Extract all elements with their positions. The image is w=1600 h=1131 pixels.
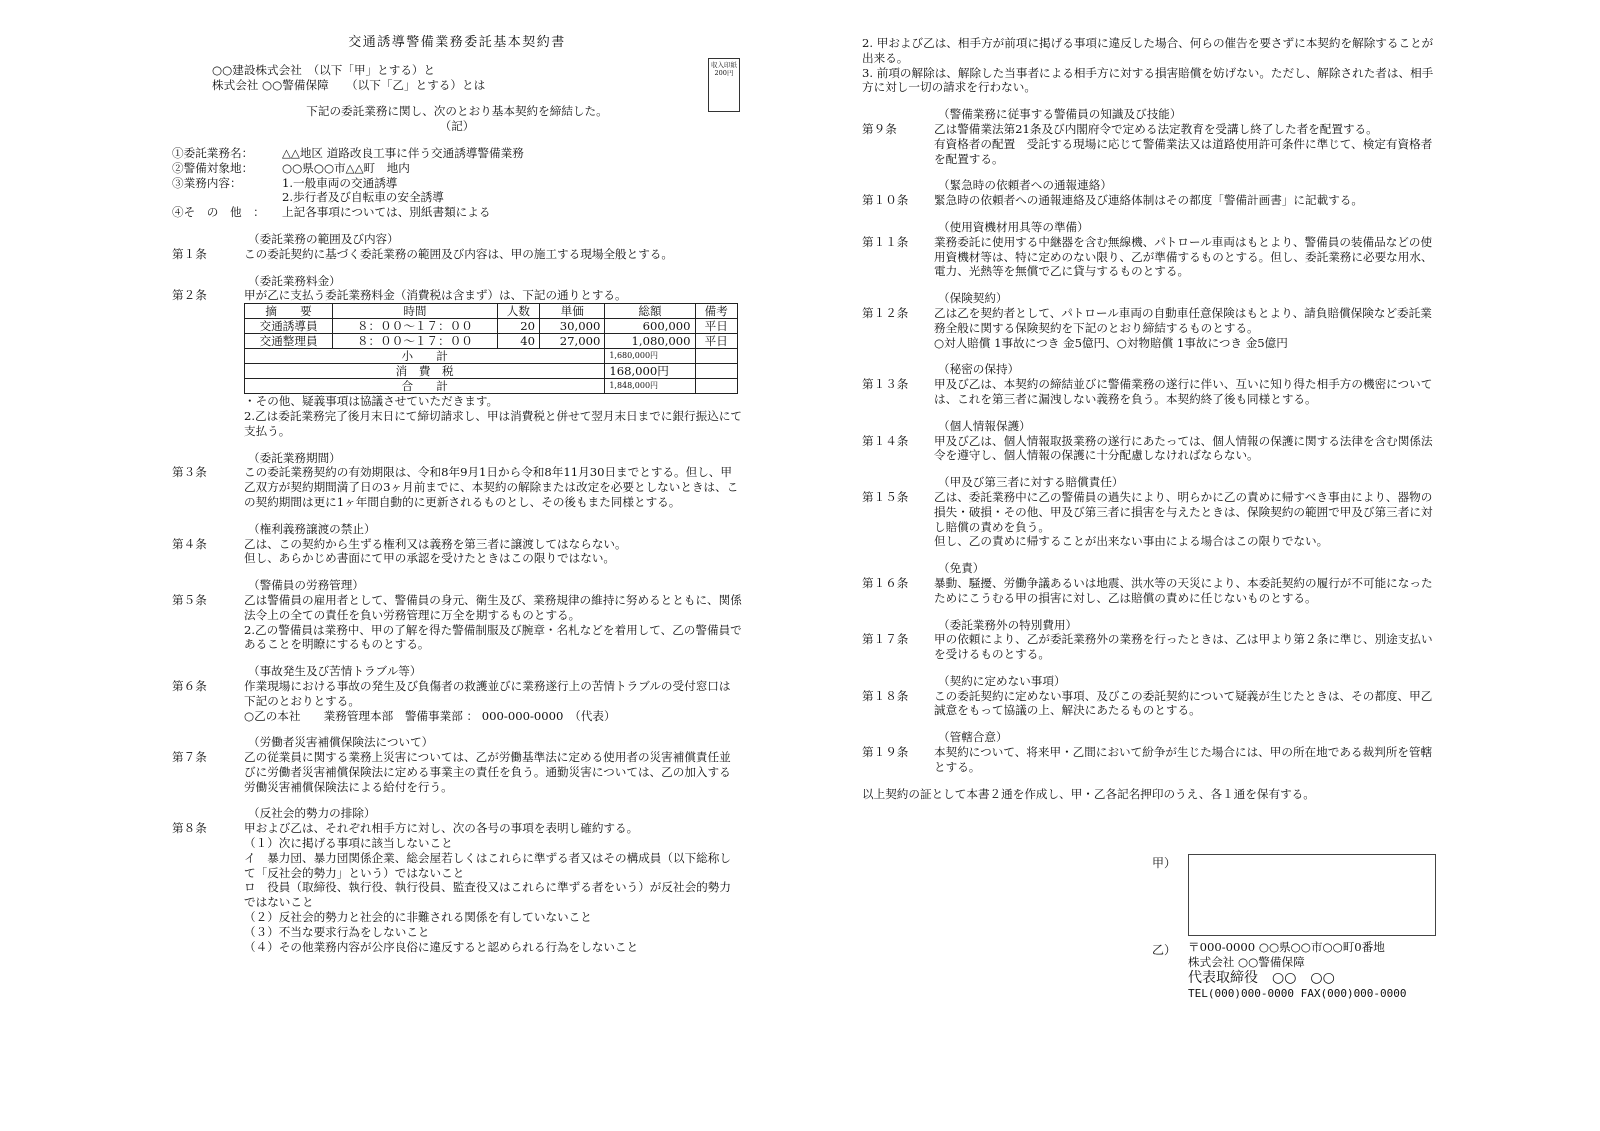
total-row xyxy=(245,379,738,394)
article-number: 第４条 xyxy=(172,536,207,551)
list-item xyxy=(172,205,742,220)
article-number: 第１２条 xyxy=(862,305,909,320)
article-text: この委託業務契約の有効期限は、令和8年9月1日から令和8年11月30日までとする。但し、甲乙双方が契約期間満了日の3ヶ月前までに、本契約の解除または改定を必要としないときは、この契約期間は更に1ヶ年間自動的に更新されるものとし、その後もまた同様とする。 xyxy=(244,465,739,509)
article-number: 第１６条 xyxy=(862,575,909,590)
subtotal-label: 小 計 xyxy=(245,349,605,364)
article-text: イ 暴力団、暴力団関係企業、総会屋若しくはこれらに準ずる者又はその構成員（以下総称して「反社会的勢力」という）ではないこと xyxy=(244,850,731,880)
article-number: 第３条 xyxy=(172,465,207,480)
article-10 xyxy=(862,193,1438,208)
item-label: ②警備対象地： xyxy=(172,160,254,175)
table-cell: 平日 xyxy=(695,334,737,349)
article-text: 乙の従業員に関する業務上災害については、乙が労働基準法に定める使用者の災害補償責任並びに労働者災害補償保険法に定める事業主の責任を負う。通勤災害については、乙の加入する労働災害補償保険法による給付を行う。 xyxy=(244,750,731,794)
article-text: 本契約について、将来甲・乙間において紛争が生じた場合には、甲の所在地である裁判所を管轄とする。 xyxy=(934,745,1433,774)
article-heading: （労働者災害補償保険法について） xyxy=(248,735,434,750)
article-heading: （警備業務に従事する警備員の知識及び技能） xyxy=(938,107,1182,122)
article-text: この委託契約に定めない事項、及びこの委託契約について疑義が生じたときは、その都度、甲乙誠意をもって協議の上、解決にあたるものとする。 xyxy=(934,688,1433,718)
article-heading: （委託業務外の特別費用） xyxy=(938,617,1078,632)
article-9 xyxy=(862,122,1438,166)
article-text: 乙は、委託業務中に乙の警備員の過失により、明らかに乙の責めに帰すべき事由により、器物の損失・破損・その他、甲及び第三者に損害を与えたときは、保険契約の範囲で甲及び第三者に対し賠償の責めを負う。 xyxy=(934,489,1433,534)
article-heading: （秘密の保持） xyxy=(938,362,1020,377)
column-header: 人数 xyxy=(497,304,539,319)
article-number: 第５条 xyxy=(172,592,207,607)
table-header-row xyxy=(245,304,738,319)
article-text: 甲が乙に支払う委託業務料金（消費税は含まず）は、下記の通りとする。 xyxy=(244,288,627,303)
column-header: 摘 要 xyxy=(245,304,333,319)
list-item xyxy=(172,146,742,161)
otsu-address: 〒000-0000 ○○県○○市○○町0番地 xyxy=(1188,940,1385,954)
article-heading: （権利義務譲渡の禁止） xyxy=(248,521,376,536)
item-label: ③業務内容： xyxy=(172,175,242,190)
article-number: 第１４条 xyxy=(862,433,909,448)
article-text: 甲の依頼により、乙が委託業務外の業務を行ったときは、乙は甲より第２条に準じ、別途支払いを受けるものとする。 xyxy=(934,632,1433,662)
article-number: 第８条 xyxy=(172,821,207,836)
article-text: 業務委託に使用する中継器を含む無線機、パトロール車両はもとより、警備員の装備品などの使用資機材等は、特に定めのない限り、乙が準備するものとする。但し、委託業務に必要な用水、電力、光熱等を無償で乙に貸与するものとする。 xyxy=(934,234,1433,279)
article-text: 作業現場における事故の発生及び負傷者の救護並びに業務遂行上の苦情トラブルの受付窓口は下記のとおりとする。 xyxy=(244,678,731,708)
article-number: 第１１条 xyxy=(862,234,909,249)
item-value: △△地区 道路改良工事に伴う交通誘導警備業務 xyxy=(282,145,524,160)
tax-row xyxy=(245,364,738,379)
article-heading: （契約に定めない事項） xyxy=(938,673,1066,688)
article-text: ロ 役員（取締役、執行役、執行役員、監査役又はこれらに準ずる者をいう）が反社会的勢力ではないこと xyxy=(244,880,731,910)
article-heading: （警備員の労務管理） xyxy=(248,578,364,593)
article-heading: （免責） xyxy=(938,561,985,576)
article-heading: （使用資機材用具等の準備） xyxy=(938,219,1089,234)
article-text: ○対人賠償 1事故につき 金5億円、○対物賠償 1事故につき 金5億円 xyxy=(934,335,1288,350)
article-4 xyxy=(172,537,742,567)
item-value: 1.一般車両の交通誘導 xyxy=(282,175,398,190)
article-15 xyxy=(862,490,1438,549)
article-number: 第１７条 xyxy=(862,632,909,647)
article-text: 但し、乙の責めに帰することが出来ない事由による場合はこの限りでない。 xyxy=(934,534,1329,549)
article-text: 甲及び乙は、個人情報取扱業務の遂行にあたっては、個人情報の保護に関する法律を含む関係法令を遵守し、個人情報の保護に十分配慮しなければならない。 xyxy=(934,433,1433,463)
article-number: 第６条 xyxy=(172,678,207,693)
item-value: 上記各事項については、別紙書類による xyxy=(282,205,491,220)
party-otsu: 株式会社 ○○警備保障 （以下「乙」とする）とは xyxy=(212,77,486,92)
article-8-continued: 2. 甲および乙は、相手方が前項に掲げる事項に違反した場合、何らの催告を要さずに本契約を解除することが出来る。 xyxy=(862,36,1434,65)
article-heading: （管轄合意） xyxy=(938,730,1008,745)
article-number: 第１３条 xyxy=(862,377,909,392)
article-18 xyxy=(862,689,1438,719)
article-heading: （委託業務の範囲及び内容） xyxy=(248,231,399,246)
article-text: （２）反社会的勢力と社会的に非難される関係を有していないこと xyxy=(244,910,592,925)
article-1 xyxy=(172,247,742,262)
total-value: 1,848,000円 xyxy=(605,379,695,394)
article-heading: （緊急時の依頼者への通報連絡） xyxy=(938,178,1112,193)
article-text: 乙は乙を契約者として、パトロール車両の自動車任意保険はもとより、請負賠償保険など委託業務全般に関する保険契約を下記のとおり締結するものとする。 xyxy=(934,305,1432,335)
otsu-signature-block xyxy=(1188,940,1407,1001)
otsu-signature-label: 乙） xyxy=(1152,943,1177,957)
article-text: ○乙の本社 業務管理本部 警備事業部 ： 000-000-0000 （代表） xyxy=(244,708,616,723)
contract-items xyxy=(172,146,742,220)
table-cell: 交通整理員 xyxy=(245,334,333,349)
article-8 xyxy=(172,821,742,954)
article-number: 第１条 xyxy=(172,246,207,261)
item-label: ①委託業務名： xyxy=(172,145,254,160)
article-number: 第１５条 xyxy=(862,489,909,504)
ki-label: （記） xyxy=(439,119,475,134)
table-cell: 1,080,000 xyxy=(605,334,695,349)
article-number: 第１８条 xyxy=(862,688,909,703)
article-2 xyxy=(172,288,742,303)
article-text: 但し、あらかじめ書面にて甲の承認を受けたときはこの限りではない。 xyxy=(244,551,616,566)
tax-label: 消 費 税 xyxy=(245,364,605,379)
article-2-note: 2.乙は委託業務完了後月末日にて締切請求し、甲は消費税と併せて翌月末日までに銀行振込にて支払う。 xyxy=(244,408,743,438)
intro-text: 下記の委託業務に関し、次のとおり基本契約を締結した。 xyxy=(306,104,608,119)
article-16 xyxy=(862,576,1438,606)
article-heading: （甲及び第三者に対する賠償責任） xyxy=(938,475,1124,490)
article-text: 甲及び乙は、本契約の締結並びに警備業務の遂行に伴い、互いに知り得た相手方の機密については、これを第三者に漏洩しない義務を負う。本契約終了後も同様とする。 xyxy=(934,377,1433,406)
list-item xyxy=(172,190,742,205)
subtotal-row xyxy=(245,349,738,364)
stamp-label-line2: 200円 xyxy=(714,69,734,77)
item-value: ○○県○○市△△町 地内 xyxy=(282,160,410,175)
document-title: 交通誘導警備業務委託基本契約書 xyxy=(348,35,566,50)
table-cell: ８：００～１７：００ xyxy=(333,319,498,334)
table-cell: 20 xyxy=(497,319,539,334)
article-8-continued: 3. 前項の解除は、解除した当事者による相手方に対する損害賠償を妨げない。ただし、解除された者は、相手方に対し一切の請求を行わない。 xyxy=(862,65,1434,95)
article-text: 緊急時の依頼者への通報連絡及び連絡体制はその都度「警備計画書」に記載する。 xyxy=(934,193,1363,208)
article-heading: （保険契約） xyxy=(938,291,1008,306)
article-5 xyxy=(172,593,742,652)
article-text: 暴動、騒擾、労働争議あるいは地震、洪水等の天災により、本委託契約の履行が不可能になったためにこうむる甲の損害に対し、乙は賠償の責めに任じないものとする。 xyxy=(934,575,1433,605)
article-text: 甲および乙は、それぞれ相手方に対し、次の各号の事項を表明し確約する。 xyxy=(244,821,639,836)
table-cell: 交通誘導員 xyxy=(245,319,333,334)
table-cell: 平日 xyxy=(695,319,737,334)
article-6 xyxy=(172,679,742,723)
article-19 xyxy=(862,745,1438,775)
article-text: （３）不当な要求行為をしないこと xyxy=(244,924,430,939)
article-number: 第１９条 xyxy=(862,745,909,760)
article-heading: （委託業務料金） xyxy=(248,273,341,288)
column-header: 単価 xyxy=(540,304,605,319)
article-text: 乙は警備業法第21条及び内閣府令で定める法定教育を受講し終了した者を配置する。 xyxy=(934,121,1378,136)
article-number: 第９条 xyxy=(862,121,897,136)
article-12 xyxy=(862,306,1438,350)
article-heading: （委託業務期間） xyxy=(248,450,341,465)
tax-value: 168,000円 xyxy=(605,364,695,379)
article-2-note: ・その他、疑義事項は協議させていただきます。 xyxy=(244,394,499,409)
table-cell: 600,000 xyxy=(605,319,695,334)
article-text: （１）次に掲げる事項に該当しないこと xyxy=(244,836,453,851)
article-11 xyxy=(862,235,1438,279)
total-label: 合 計 xyxy=(245,379,605,394)
otsu-contact: TEL(000)000-0000 FAX(000)000-0000 xyxy=(1188,986,1407,1000)
closing-statement: 以上契約の証として本書２通を作成し、甲・乙各記名押印のうえ、各１通を保有する。 xyxy=(862,786,1315,801)
subtotal-value: 1,680,000円 xyxy=(605,349,695,364)
column-header: 備考 xyxy=(695,304,737,319)
column-header: 総額 xyxy=(605,304,695,319)
item-label xyxy=(172,190,282,205)
list-item xyxy=(172,161,742,176)
article-text: （４）その他業務内容が公序良俗に違反すると認められる行為をしないこと xyxy=(244,939,639,954)
article-text: 2.乙の警備員は業務中、甲の了解を得た警備制服及び腕章・名札などを着用して、乙の警備員であることを明瞭にするものとする。 xyxy=(244,622,742,652)
table-row xyxy=(245,334,738,349)
article-17 xyxy=(862,632,1438,662)
left-column xyxy=(172,36,742,954)
article-text: この委託契約に基づく委託業務の範囲及び内容は、甲の施工する現場全般とする。 xyxy=(244,246,673,261)
table-cell: ８：００～１７：００ xyxy=(333,334,498,349)
article-number: 第２条 xyxy=(172,288,207,303)
fee-table xyxy=(244,303,738,394)
article-heading: （個人情報保護） xyxy=(938,418,1031,433)
article-number: 第７条 xyxy=(172,750,207,765)
table-cell: 40 xyxy=(497,334,539,349)
table-cell: 30,000 xyxy=(540,319,605,334)
kou-signature-label: 甲） xyxy=(1152,856,1177,870)
article-number: 第１０条 xyxy=(862,193,909,208)
right-column xyxy=(862,36,1438,801)
article-3 xyxy=(172,465,742,509)
article-text: 乙は、この契約から生ずる権利又は義務を第三者に譲渡してはならない。 xyxy=(244,536,627,551)
article-text: 有資格者の配置 受託する現場に応じて警備業法又は道路使用許可条件に準じて、検定有資格者を配置する。 xyxy=(934,136,1433,166)
item-value: 2.歩行者及び自転車の安全誘導 xyxy=(282,190,444,205)
item-label: ④そ の 他 ： xyxy=(172,205,265,220)
otsu-company: 株式会社 ○○警備保障 xyxy=(1188,954,1305,969)
article-7 xyxy=(172,750,742,794)
article-text: 乙は警備員の雇用者として、警備員の身元、衛生及び、業務規律の維持に努めるとともに、関係法令上の全ての責任を負い労務管理に万全を期するものとする。 xyxy=(244,592,742,622)
column-header: 時間 xyxy=(333,304,498,319)
article-heading: （事故発生及び苦情トラブル等） xyxy=(248,664,422,679)
party-kou: ○○建設株式会社 （以下「甲」とする）と xyxy=(212,62,436,77)
article-13 xyxy=(862,377,1438,407)
article-14 xyxy=(862,434,1438,464)
list-item xyxy=(172,176,742,191)
kou-signature-box xyxy=(1188,854,1436,936)
otsu-representative: 代表取締役 ○○ ○○ xyxy=(1188,969,1335,986)
table-cell: 27,000 xyxy=(540,334,605,349)
article-heading: （反社会的勢力の排除） xyxy=(248,806,376,821)
table-row xyxy=(245,319,738,334)
stamp-label-line1: 収入印紙 xyxy=(711,61,737,69)
